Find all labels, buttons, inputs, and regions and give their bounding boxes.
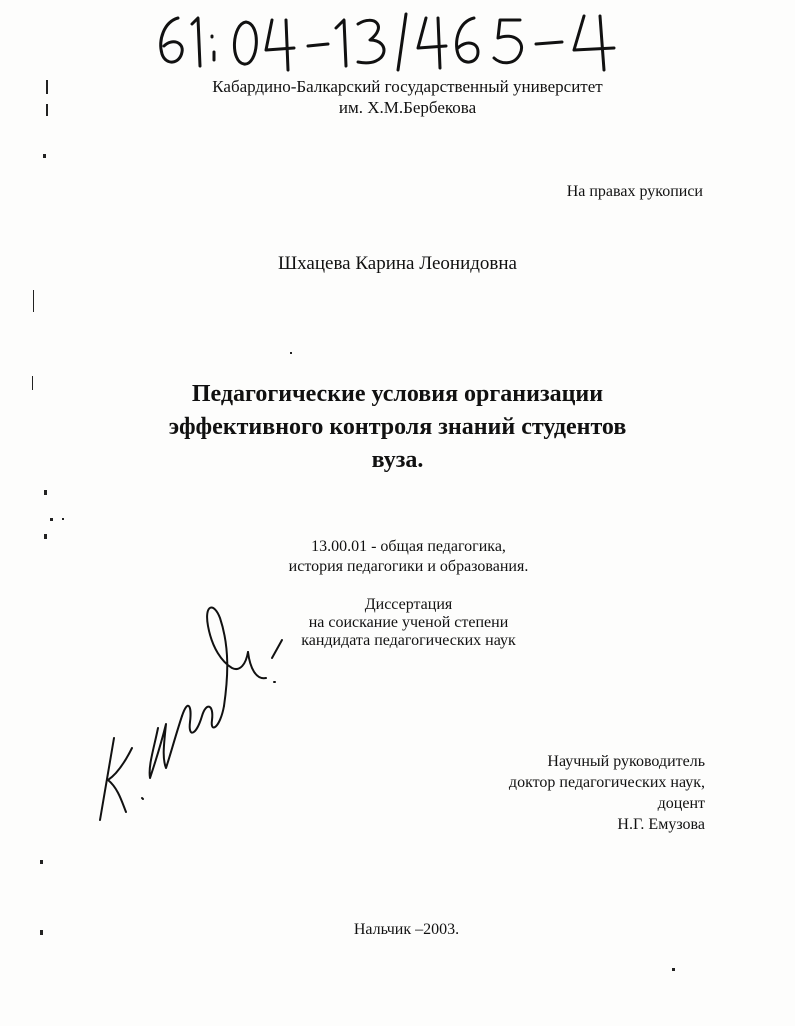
title-line: эффективного контроля знаний студентов [168,414,627,440]
title-line: Педагогические условия организации [191,381,604,407]
scan-mark [40,860,43,864]
scan-mark [50,518,53,521]
degree-line: Диссертация [364,596,453,613]
scan-mark [43,154,46,158]
supervisor-line: доктор педагогических наук, [508,774,705,791]
handwritten-shelfmark [148,6,648,72]
university-heading [0,76,795,118]
supervisor-line: доцент [657,795,705,812]
title-line: вуза. [371,447,424,473]
dissertation-title [0,378,795,477]
handwritten-signature [96,598,296,828]
scan-mark [44,490,47,495]
university-named-after: им. Х.М.Бербекова [338,98,477,117]
specialty-code [0,537,795,577]
author-name: Шхацева Карина Леонидовна [278,253,517,274]
place-year: Нальчик –2003. [353,921,460,938]
scan-mark [672,968,675,971]
manuscript-rights-note: На правах рукописи [566,183,703,200]
degree-line: на соискание ученой степени [308,614,509,631]
supervisor-line: Научный руководитель [547,753,705,770]
scan-mark [33,290,34,312]
scientific-supervisor [509,751,705,835]
degree-line: кандидата педагогических наук [301,632,516,649]
scan-mark [62,518,64,520]
supervisor-line: Н.Г. Емузова [617,816,705,833]
specialty-line: история педагогики и образования. [288,558,529,575]
specialty-line: 13.00.01 - общая педагогика, [311,538,506,555]
university-name: Кабардино-Балкарский государственный университет [212,77,603,96]
scan-mark [290,352,292,354]
